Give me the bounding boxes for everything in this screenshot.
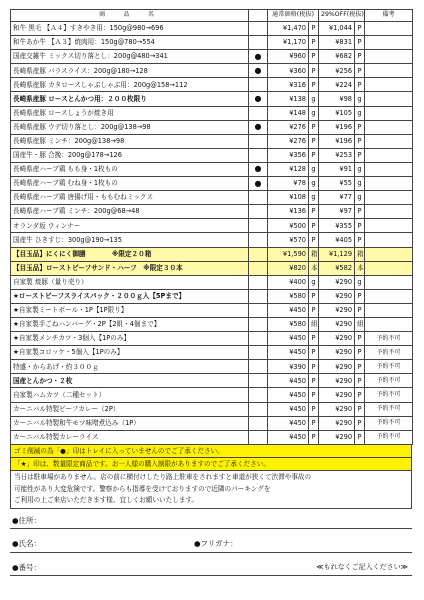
row-note: 予約不可 [365,416,413,430]
regular-unit: P [309,50,319,64]
tray-mark: ● [249,177,268,191]
discount-unit: P [355,303,365,317]
regular-price: ¥450 [268,416,309,430]
discount-unit: 箱 [355,247,365,261]
product-row [11,317,413,331]
discount-price: ¥290 [319,332,355,346]
product-name: ★自家製メンチカツ・3個入【1Pのみ】 [11,332,249,346]
tray-mark: ● [249,92,268,106]
discount-unit: P [355,78,365,92]
row-note [365,78,413,92]
product-name: 和牛 黒毛 【Ａ４】すきやき用：150g@980→696 [11,22,249,36]
row-note [365,50,413,64]
regular-price: ¥450 [268,430,309,444]
order-sheet [10,9,412,579]
product-row [11,430,413,444]
header-discount-price: 29%OFF(税抜) [319,10,365,22]
row-note: 予約不可 [365,388,413,402]
product-row [11,219,413,233]
product-row [11,162,413,176]
row-note [365,148,413,162]
product-name: 自家製 焼豚（量り売り） [11,275,249,289]
regular-price: ¥400 [268,275,309,289]
product-row [11,374,413,388]
discount-unit: P [355,36,365,50]
row-note: 予約不可 [365,346,413,360]
discount-price: ¥290 [319,416,355,430]
product-row [11,134,413,148]
header-mark [249,10,268,22]
product-name: 【目玉品】ローストビーフサンド・ハーフ ※限定３０本 [11,261,249,275]
table-header [11,10,413,22]
product-name: 長崎県産ハーブ鶏 ミンチ：200g@68→48 [11,205,249,219]
regular-price: ¥276 [268,134,309,148]
product-row [11,416,413,430]
product-name: 国産牛・豚 合挽：200g@178→126 [11,148,249,162]
discount-unit: P [355,233,365,247]
discount-price: ¥290 [319,275,355,289]
tray-mark [249,360,268,374]
product-table [10,9,413,445]
regular-unit: P [309,402,319,416]
regular-price: ¥450 [268,332,309,346]
discount-unit: P [355,148,365,162]
row-note [365,303,413,317]
row-note [365,134,413,148]
discount-price: ¥290 [319,374,355,388]
note-tray: ゴミ削減の為「●」印はトレイに入っていませんのでご了承ください。 [11,445,411,458]
row-note [365,261,413,275]
regular-price: ¥450 [268,402,309,416]
tray-mark: ● [249,50,268,64]
product-name: ★ローストビーフスライスパック・２００ｇ入【5Pまで】 [11,289,249,303]
tray-mark [249,430,268,444]
product-row [11,233,413,247]
tray-mark [249,36,268,50]
discount-unit: g [355,162,365,176]
product-row [11,402,413,416]
product-row [11,388,413,402]
regular-unit: P [309,148,319,162]
discount-unit: P [355,205,365,219]
row-note [365,22,413,36]
regular-unit: P [309,22,319,36]
phone-label: ●番号： [12,562,42,572]
discount-unit: 組 [355,317,365,331]
discount-price: ¥290 [319,360,355,374]
tray-mark [249,388,268,402]
product-row [11,303,413,317]
regular-price: ¥450 [268,388,309,402]
regular-unit: P [309,120,319,134]
discount-price: ¥98 [319,92,355,106]
discount-price: ¥97 [319,205,355,219]
name-underline [10,552,412,553]
product-name: 長崎県産ハーブ鶏 むね身・1枚もの [11,177,249,191]
regular-unit: P [309,374,319,388]
regular-price: ¥580 [268,317,309,331]
address-row [10,509,412,533]
product-row [11,50,413,64]
discount-unit: P [355,402,365,416]
tray-mark [249,106,268,120]
row-note: 予約不可 [365,430,413,444]
regular-unit: P [309,36,319,50]
discount-unit: P [355,120,365,134]
regular-price: ¥450 [268,346,309,360]
regular-unit: P [309,78,319,92]
product-row [11,92,413,106]
regular-price: ¥316 [268,78,309,92]
tray-mark [249,247,268,261]
product-row [11,261,413,275]
tray-mark [249,261,268,275]
tray-mark [249,374,268,388]
name-label: ●氏名： [12,539,42,549]
regular-price: ¥78 [268,177,309,191]
regular-price: ¥820 [268,261,309,275]
discount-price: ¥196 [319,134,355,148]
product-row [11,346,413,360]
product-name: 長崎県産豚 カタロースしゃぶしゃぶ用：200g@158→112 [11,78,249,92]
tray-mark [249,346,268,360]
tray-mark [249,289,268,303]
row-note [365,120,413,134]
product-name: 自家製ハムカツ（二種セット） [11,388,249,402]
regular-price: ¥136 [268,205,309,219]
product-name: カーニバル特製和牛モツ味噌煮込み（1P） [11,416,249,430]
product-name: 和牛あか牛 【Ａ３】焼肉用：150g@780→554 [11,36,249,50]
row-note [365,162,413,176]
regular-unit: g [309,92,319,106]
product-row [11,275,413,289]
product-row [11,36,413,50]
product-name: カーニバル特製カレーライス [11,430,249,444]
product-row [11,191,413,205]
discount-unit: g [355,92,365,106]
discount-price: ¥582 [319,261,355,275]
tray-mark [249,22,268,36]
tray-mark [249,205,268,219]
discount-price: ¥224 [319,78,355,92]
row-note [365,233,413,247]
product-row [11,360,413,374]
discount-unit: P [355,332,365,346]
product-name: 長崎県産豚 ロースしょうが焼き用 [11,106,249,120]
discount-unit: P [355,134,365,148]
note-limited: 「★」印は、数量限定商品です。お一人様の購入制限がありますのでご了承ください。 [11,458,411,471]
discount-unit: P [355,346,365,360]
regular-unit: P [309,134,319,148]
regular-price: ¥960 [268,50,309,64]
regular-unit: 箱 [309,247,319,261]
product-name: 長崎県産豚 ロースとんかつ用：２００枚限り [11,92,249,106]
name-row [10,532,412,556]
discount-unit: P [355,430,365,444]
product-row [11,78,413,92]
tray-mark [249,134,268,148]
tray-mark: ● [249,120,268,134]
row-note [365,177,413,191]
address-underline [10,528,412,529]
tray-mark [249,233,268,247]
product-name: カーニバル特製ビーフカレー（2P） [11,402,249,416]
regular-unit: g [309,162,319,176]
tray-mark: ● [249,64,268,78]
regular-price: ¥450 [268,303,309,317]
regular-unit: P [309,205,319,219]
regular-price: ¥570 [268,233,309,247]
product-name: 国産牛 ひきすじ：300g@190→135 [11,233,249,247]
discount-unit: P [355,64,365,78]
discount-price: ¥256 [319,64,355,78]
product-name: ★自家製ミートボール・1P【1P限り】 [11,303,249,317]
regular-price: ¥360 [268,64,309,78]
regular-unit: P [309,332,319,346]
regular-unit: P [309,388,319,402]
product-row [11,148,413,162]
regular-price: ¥276 [268,120,309,134]
discount-price: ¥105 [319,106,355,120]
product-name: 長崎県産豚 バラスライス：200g@180→128 [11,64,249,78]
regular-price: ¥390 [268,360,309,374]
header-regular-price: 通常価格(税抜) [268,10,319,22]
product-name: 特盛・からあげ・約３００ｇ [11,360,249,374]
product-name: 長崎県産豚 ミンチ：200g@138→98 [11,134,249,148]
product-name: 国産とんかつ・２枚 [11,374,249,388]
row-note [365,219,413,233]
regular-price: ¥148 [268,106,309,120]
row-note: 予約不可 [365,360,413,374]
phone-row [10,556,412,580]
discount-unit: g [355,177,365,191]
tray-mark: ● [249,162,268,176]
product-row [11,332,413,346]
product-row [11,247,413,261]
regular-price: ¥580 [268,289,309,303]
regular-unit: P [309,430,319,444]
regular-unit: g [309,275,319,289]
discount-price: ¥1,129 [319,247,355,261]
discount-price: ¥290 [319,388,355,402]
row-note [365,64,413,78]
regular-unit: P [309,289,319,303]
tray-mark [249,219,268,233]
regular-unit: P [309,233,319,247]
product-name: オランダ坂 ウィンナー [11,219,249,233]
product-row [11,64,413,78]
header-product-name: 商 品 名 [11,10,249,22]
product-name: ★自家製コロッケ・5個入【1Pのみ】 [11,346,249,360]
furigana-label: ●フリガナ： [194,539,238,549]
discount-unit: P [355,416,365,430]
discount-unit: g [355,275,365,289]
tray-mark [249,317,268,331]
tray-mark [249,191,268,205]
regular-unit: P [309,219,319,233]
notes-box [10,445,412,509]
regular-price: ¥450 [268,374,309,388]
note-parking [11,471,411,508]
regular-price: ¥500 [268,219,309,233]
product-name: 国産交雑牛 ミックス切り落とし：200g@480→341 [11,50,249,64]
discount-price: ¥290 [319,303,355,317]
row-note [365,205,413,219]
tray-mark [249,78,268,92]
product-row [11,205,413,219]
tray-mark [249,402,268,416]
regular-price: ¥128 [268,162,309,176]
header-note: 備考 [365,10,413,22]
product-name: 長崎県産ハーブ鶏 もも身・1枚もの [11,162,249,176]
discount-unit: P [355,388,365,402]
regular-unit: 本 [309,261,319,275]
discount-price: ¥355 [319,219,355,233]
regular-unit: g [309,191,319,205]
discount-price: ¥290 [319,317,355,331]
tray-mark [249,332,268,346]
row-note: 予約不可 [365,374,413,388]
customer-form [10,509,412,580]
regular-unit: P [309,346,319,360]
discount-unit: P [355,374,365,388]
regular-unit: 組 [309,317,319,331]
regular-unit: P [309,64,319,78]
address-label: ●住所： [12,515,42,525]
product-name: ★自家製手ごねハンバーグ・2P【2組・4個まで】 [11,317,249,331]
row-note [365,275,413,289]
discount-price: ¥1,044 [319,22,355,36]
note-parking-line2: 可能性があり大変危険です。警察からも指導を受けておりますので近隣のパーキングを [14,484,271,493]
discount-price: ¥196 [319,120,355,134]
note-parking-line1: 当日は駐車場がありません。店の前に横付けしたり路上駐車をされますと車道が狭くて渋滞や事故の [14,473,312,482]
regular-unit: P [309,416,319,430]
discount-price: ¥290 [319,402,355,416]
discount-unit: g [355,191,365,205]
regular-price: ¥108 [268,191,309,205]
discount-unit: 本 [355,261,365,275]
discount-unit: P [355,360,365,374]
row-note [365,247,413,261]
discount-price: ¥290 [319,430,355,444]
row-note: 予約不可 [365,402,413,416]
regular-unit: g [309,177,319,191]
discount-price: ¥55 [319,177,355,191]
regular-price: ¥356 [268,148,309,162]
product-row [11,22,413,36]
tray-mark [249,303,268,317]
regular-unit: P [309,360,319,374]
product-name: 長崎県産豚 ウデ切り落とし：200g@138→98 [11,120,249,134]
regular-unit: g [309,106,319,120]
discount-unit: P [355,219,365,233]
discount-unit: P [355,50,365,64]
row-note [365,106,413,120]
row-note [365,317,413,331]
regular-price: ¥138 [268,92,309,106]
discount-price: ¥290 [319,289,355,303]
product-row [11,177,413,191]
row-note [365,191,413,205]
row-note: 予約不可 [365,332,413,346]
regular-price: ¥1,590 [268,247,309,261]
phone-underline [10,575,412,576]
tray-mark [249,148,268,162]
product-name: 長崎県産ハーブ鶏 唐揚げ用・ももむねミックス [11,191,249,205]
row-note [365,92,413,106]
discount-price: ¥682 [319,50,355,64]
regular-price: ¥1,170 [268,36,309,50]
discount-price: ¥290 [319,346,355,360]
discount-unit: P [355,289,365,303]
product-row [11,106,413,120]
discount-price: ¥253 [319,148,355,162]
product-row [11,120,413,134]
discount-unit: g [355,106,365,120]
row-note [365,36,413,50]
note-parking-line3: ご利用の上ご来店いただきます様、宜しくお願いいたします。 [14,496,199,505]
regular-price: ¥1,470 [268,22,309,36]
discount-price: ¥831 [319,36,355,50]
tray-mark [249,416,268,430]
discount-price: ¥91 [319,162,355,176]
row-note [365,289,413,303]
product-name: 【目玉品】にくにく御膳 ※限定２０箱 [11,247,249,261]
discount-unit: P [355,22,365,36]
discount-price: ¥77 [319,191,355,205]
discount-price: ¥405 [319,233,355,247]
product-row [11,289,413,303]
tray-mark [249,275,268,289]
footer-note: ≪もれなくご記入ください≫ [316,562,408,571]
regular-unit: P [309,303,319,317]
